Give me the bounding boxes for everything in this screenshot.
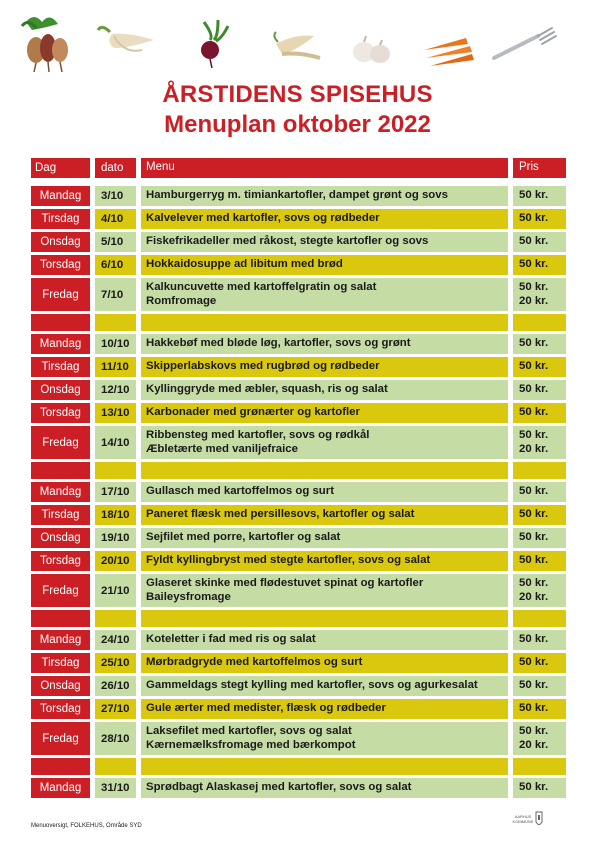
separator-cell — [95, 610, 136, 627]
price-value: 50 kr. — [519, 429, 549, 441]
date-cell: 24/10 — [95, 630, 136, 650]
price-value: 50 kr. — [519, 554, 549, 567]
menu-dish: Hakkebøf med bløde løg, kartofler, sovs og grønt — [146, 337, 411, 350]
separator-cell — [95, 758, 136, 775]
table-row — [31, 574, 566, 607]
price-value: 20 kr. — [519, 590, 549, 603]
price-cell — [513, 551, 566, 571]
price-value: 50 kr. — [519, 781, 549, 794]
menu-dish: Fiskefrikadeller med råkost, stegte kartofler og sovs — [146, 235, 429, 248]
date-cell: 10/10 — [95, 334, 136, 354]
header-day: Dag — [31, 158, 90, 178]
day-cell: Mandag — [31, 482, 90, 502]
week-separator-row — [31, 314, 566, 331]
menu-dish: Sprødbagt Alaskasej med kartofler, sovs og salat — [146, 781, 412, 794]
separator-cell — [513, 610, 566, 627]
price-value: 50 kr. — [519, 383, 549, 396]
separator-cell — [31, 462, 90, 479]
menu-dish: Gule ærter med medister, flæsk og rødbeder — [146, 702, 386, 715]
table-row — [31, 630, 566, 650]
date-cell: 7/10 — [95, 278, 136, 311]
price-cell — [513, 403, 566, 423]
date-cell: 14/10 — [95, 426, 136, 459]
separator-cell — [141, 462, 508, 479]
day-cell: Tirsdag — [31, 505, 90, 525]
menu-cell — [141, 653, 508, 673]
separator-cell — [31, 758, 90, 775]
beet-root-icon — [22, 17, 68, 72]
date-cell: 17/10 — [95, 482, 136, 502]
separator-cell — [513, 462, 566, 479]
vegetable-banner — [14, 14, 580, 72]
price-value: 50 kr. — [519, 360, 549, 373]
menu-cell — [141, 278, 508, 311]
table-row — [31, 380, 566, 400]
price-cell — [513, 528, 566, 548]
page-title: ÅRSTIDENS SPISEHUS — [162, 81, 433, 108]
date-cell: 19/10 — [95, 528, 136, 548]
price-cell — [513, 209, 566, 229]
day-cell: Torsdag — [31, 699, 90, 719]
day-cell: Fredag — [31, 722, 90, 755]
table-row — [31, 482, 566, 502]
date-cell: 27/10 — [95, 699, 136, 719]
menu-cell — [141, 403, 508, 423]
table-row — [31, 551, 566, 571]
separator-cell — [513, 758, 566, 775]
date-cell: 6/10 — [95, 255, 136, 275]
menu-cell — [141, 255, 508, 275]
menu-cell — [141, 778, 508, 798]
menu-cell — [141, 334, 508, 354]
day-cell: Fredag — [31, 278, 90, 311]
price-cell — [513, 574, 566, 607]
price-value: 50 kr. — [519, 235, 549, 248]
header-menu: Menu — [141, 158, 508, 178]
menu-cell — [141, 426, 508, 459]
price-value: 50 kr. — [519, 725, 549, 737]
week-separator-row — [31, 758, 566, 775]
footer-text: Menuoversigt, FOLKEHUS, Område SYD — [31, 823, 142, 829]
table-row — [31, 699, 566, 719]
day-cell: Tirsdag — [31, 653, 90, 673]
garlic-icon — [353, 36, 390, 63]
separator-cell — [95, 314, 136, 331]
table-row — [31, 676, 566, 696]
separator-cell — [31, 314, 90, 331]
menu-dish: Ribbensteg med kartofler, sovs og rødkål — [146, 429, 370, 441]
day-cell: Mandag — [31, 778, 90, 798]
menu-dish: Baileysfromage — [146, 590, 231, 603]
header-date: dato — [95, 158, 136, 178]
price-value: 50 kr. — [519, 508, 549, 521]
price-value: 50 kr. — [519, 531, 549, 544]
menu-dish: Paneret flæsk med persillesovs, kartofler og salat — [146, 508, 415, 521]
menu-dish: Glaseret skinke med flødestuvet spinat og kartofler — [146, 577, 424, 589]
separator-cell — [31, 610, 90, 627]
price-cell — [513, 255, 566, 275]
price-cell — [513, 426, 566, 459]
menu-dish: Kærnemælksfromage med bærkompot — [146, 738, 356, 751]
table-row — [31, 255, 566, 275]
menu-dish: Kyllinggryde med æbler, squash, ris og salat — [146, 383, 388, 396]
day-cell: Torsdag — [31, 551, 90, 571]
table-row — [31, 778, 566, 798]
date-cell: 31/10 — [95, 778, 136, 798]
menu-cell — [141, 528, 508, 548]
price-value: 50 kr. — [519, 281, 549, 293]
menu-cell — [141, 722, 508, 755]
price-cell — [513, 653, 566, 673]
menu-cell — [141, 699, 508, 719]
price-value: 20 kr. — [519, 442, 549, 455]
menu-dish: Laksefilet med kartofler, sovs og salat — [146, 725, 352, 737]
menu-dish: Hokkaidosuppe ad libitum med brød — [146, 258, 343, 271]
menu-dish: Hamburgerryg m. timiankartofler, dampet grønt og sovs — [146, 189, 448, 202]
day-cell: Mandag — [31, 334, 90, 354]
date-cell: 28/10 — [95, 722, 136, 755]
menu-cell — [141, 380, 508, 400]
menu-dish: Romfromage — [146, 294, 217, 307]
menu-cell — [141, 630, 508, 650]
menu-cell — [141, 232, 508, 252]
separator-cell — [141, 758, 508, 775]
price-value: 50 kr. — [519, 212, 549, 225]
table-row — [31, 426, 566, 459]
day-cell: Onsdag — [31, 380, 90, 400]
price-cell — [513, 357, 566, 377]
menu-dish: Gullasch med kartoffelmos og surt — [146, 485, 334, 498]
price-cell — [513, 699, 566, 719]
day-cell: Tirsdag — [31, 209, 90, 229]
price-cell — [513, 630, 566, 650]
week-separator-row — [31, 610, 566, 627]
menu-dish: Fyldt kyllingbryst med stegte kartofler, sovs og salat — [146, 554, 431, 567]
day-cell: Torsdag — [31, 403, 90, 423]
price-value: 50 kr. — [519, 189, 549, 202]
price-cell — [513, 186, 566, 206]
price-value: 50 kr. — [519, 485, 549, 498]
day-cell: Fredag — [31, 574, 90, 607]
menu-dish: Skipperlabskovs med rugbrød og rødbeder — [146, 360, 380, 373]
price-value: 50 kr. — [519, 679, 549, 692]
separator-cell — [141, 314, 508, 331]
price-value: 50 kr. — [519, 337, 549, 350]
menu-dish: Sejfilet med porre, kartofler og salat — [146, 531, 341, 544]
day-cell: Onsdag — [31, 232, 90, 252]
menu-cell — [141, 551, 508, 571]
menu-dish: Kalkuncuvette med kartoffelgratin og salat — [146, 281, 377, 293]
separator-cell — [513, 314, 566, 331]
menu-cell — [141, 209, 508, 229]
municipality-logo — [506, 808, 546, 832]
red-beet-icon — [201, 20, 228, 68]
table-row — [31, 357, 566, 377]
menu-dish: Mørbradgryde med kartoffelmos og surt — [146, 656, 363, 669]
carrots-icon — [424, 38, 474, 66]
table-row — [31, 403, 566, 423]
price-value: 50 kr. — [519, 577, 549, 589]
price-value: 20 kr. — [519, 738, 549, 751]
price-value: 50 kr. — [519, 702, 549, 715]
logo-text-line2: KOMMUNE — [512, 819, 534, 824]
menu-cell — [141, 482, 508, 502]
separator-cell — [95, 462, 136, 479]
table-header-row — [31, 158, 566, 178]
fork-icon — [494, 28, 556, 58]
day-cell: Mandag — [31, 630, 90, 650]
menu-cell — [141, 574, 508, 607]
day-cell: Mandag — [31, 186, 90, 206]
logo-text-line1: AARHUS — [514, 814, 532, 819]
price-cell — [513, 278, 566, 311]
menu-dish: Koteletter i fad med ris og salat — [146, 633, 316, 646]
price-cell — [513, 380, 566, 400]
table-row — [31, 653, 566, 673]
header-price: Pris — [513, 158, 566, 178]
price-cell — [513, 722, 566, 755]
separator-cell — [141, 610, 508, 627]
day-cell: Onsdag — [31, 676, 90, 696]
price-cell — [513, 232, 566, 252]
menu-dish: Æbletærte med vaniljefraice — [146, 442, 298, 455]
menu-cell — [141, 357, 508, 377]
price-value: 50 kr. — [519, 633, 549, 646]
menu-dish: Karbonader med grønærter og kartofler — [146, 406, 360, 419]
table-row — [31, 722, 566, 755]
parsley-root-icon — [274, 32, 320, 58]
menu-cell — [141, 186, 508, 206]
price-cell — [513, 676, 566, 696]
price-cell — [513, 482, 566, 502]
table-row — [31, 209, 566, 229]
table-row — [31, 334, 566, 354]
day-cell: Onsdag — [31, 528, 90, 548]
table-row — [31, 232, 566, 252]
price-value: 20 kr. — [519, 294, 549, 307]
page-subtitle: Menuplan oktober 2022 — [164, 111, 431, 138]
date-cell: 26/10 — [95, 676, 136, 696]
parsnip-icon — [98, 27, 154, 50]
menu-dish: Kalvelever med kartofler, sovs og rødbeder — [146, 212, 380, 225]
price-cell — [513, 505, 566, 525]
price-value: 50 kr. — [519, 258, 549, 271]
day-cell: Torsdag — [31, 255, 90, 275]
date-cell: 4/10 — [95, 209, 136, 229]
day-cell: Tirsdag — [31, 357, 90, 377]
menu-cell — [141, 505, 508, 525]
price-cell — [513, 778, 566, 798]
date-cell: 20/10 — [95, 551, 136, 571]
table-row — [31, 505, 566, 525]
table-row — [31, 186, 566, 206]
menu-dish: Gammeldags stegt kylling med kartofler, sovs og agurkesalat — [146, 679, 478, 692]
date-cell: 3/10 — [95, 186, 136, 206]
date-cell: 11/10 — [95, 357, 136, 377]
day-cell: Fredag — [31, 426, 90, 459]
date-cell: 18/10 — [95, 505, 136, 525]
price-cell — [513, 334, 566, 354]
date-cell: 5/10 — [95, 232, 136, 252]
price-value: 50 kr. — [519, 406, 549, 419]
week-separator-row — [31, 462, 566, 479]
date-cell: 13/10 — [95, 403, 136, 423]
table-row — [31, 528, 566, 548]
date-cell: 12/10 — [95, 380, 136, 400]
date-cell: 25/10 — [95, 653, 136, 673]
table-row — [31, 278, 566, 311]
menu-cell — [141, 676, 508, 696]
date-cell: 21/10 — [95, 574, 136, 607]
price-value: 50 kr. — [519, 656, 549, 669]
